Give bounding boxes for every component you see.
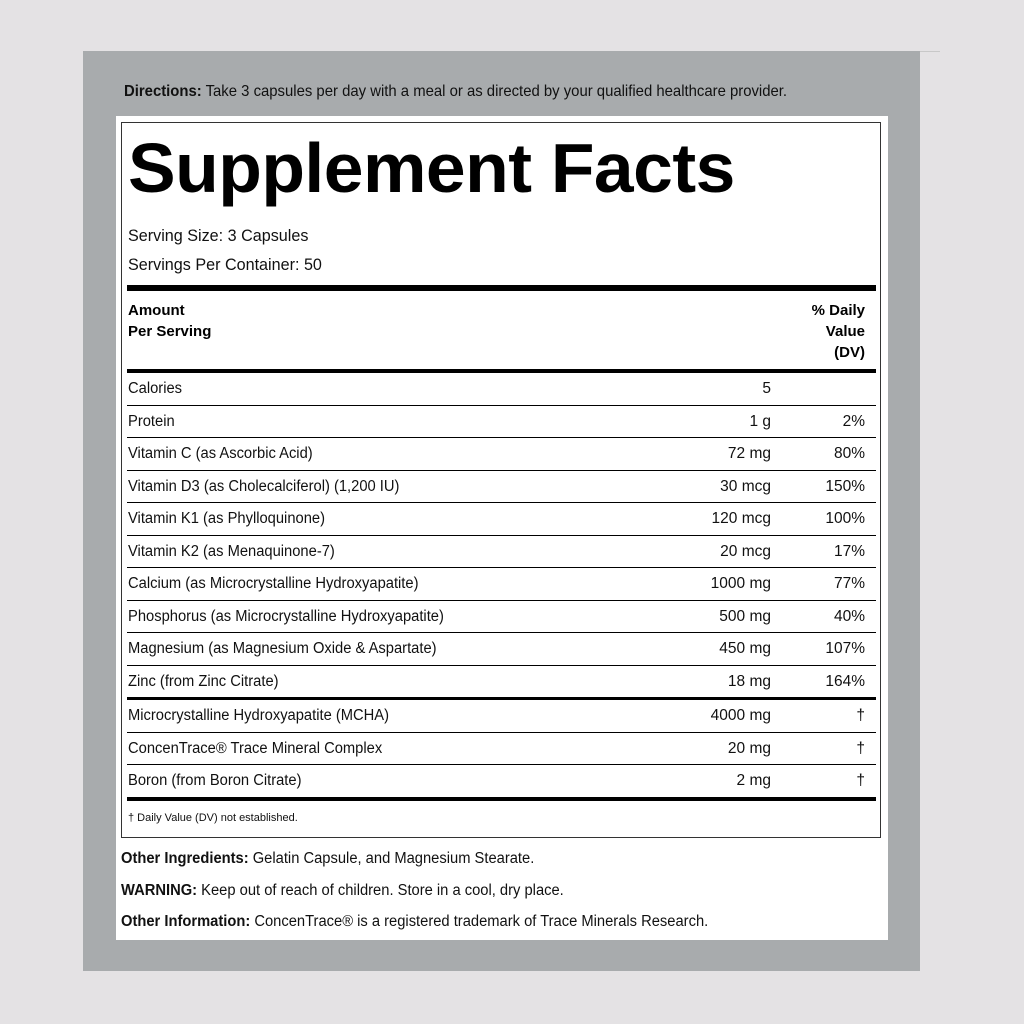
nutrient-name: Protein: [128, 412, 175, 430]
nutrient-name: Vitamin K2 (as Menaquinone-7): [128, 542, 335, 560]
page-title: Supplement Facts: [128, 129, 735, 207]
dv-header-line1: % Daily: [811, 302, 865, 319]
nutrient-daily-value: 2%: [842, 412, 865, 430]
nutrient-name: Vitamin D3 (as Cholecalciferol) (1,200 IU): [128, 477, 400, 495]
other-information-text: ConcenTrace® is a registered trademark of Trace Minerals Research.: [250, 913, 709, 930]
nutrient-name: Microcrystalline Hydroxyapatite (MCHA): [128, 707, 390, 724]
directions-text: [124, 83, 787, 101]
nutrient-name: Calcium (as Microcrystalline Hydroxyapatite): [128, 575, 419, 592]
nutrient-amount: 450 mg: [719, 640, 771, 657]
corner-line: [920, 51, 940, 52]
warning-text: Keep out of reach of children. Store in a cool, dry place.: [197, 882, 564, 899]
nutrient-amount: 1 g: [749, 412, 771, 430]
directions-label: Directions:: [124, 83, 202, 100]
nutrient-name: Magnesium (as Magnesium Oxide & Aspartate): [128, 640, 437, 657]
amount-header-line1: Amount: [128, 302, 185, 319]
amount-header: [128, 300, 211, 342]
warning: [121, 882, 564, 900]
table-row: [127, 700, 876, 732]
table-row: [127, 406, 876, 438]
nutrient-amount: 30 mcg: [720, 477, 771, 495]
nutrient-amount: 4000 mg: [710, 707, 771, 724]
nutrient-name: Zinc (from Zinc Citrate): [128, 672, 279, 690]
nutrient-daily-value: 164%: [825, 672, 865, 690]
nutrient-name: Calories: [128, 380, 183, 397]
table-row: [127, 765, 876, 797]
dv-header-line2: Value: [825, 323, 865, 340]
nutrient-amount: 72 mg: [727, 445, 771, 462]
thick-rule-bottom: [127, 797, 876, 801]
footnote: † Daily Value (DV) not established.: [128, 812, 298, 824]
nutrient-daily-value: †: [856, 772, 865, 789]
nutrient-name: ConcenTrace® Trace Mineral Complex: [128, 739, 383, 757]
table-row: [127, 666, 876, 698]
nutrient-amount: 2 mg: [736, 772, 771, 789]
other-ingredients: [121, 850, 534, 868]
table-row: [127, 373, 876, 405]
directions-body: Take 3 capsules per day with a meal or as directed by your qualified healthcare provider.: [201, 83, 788, 100]
nutrient-daily-value: 77%: [833, 575, 865, 592]
serving-size: Serving Size: 3 Capsules: [128, 226, 309, 245]
dv-header-line3: (DV): [834, 344, 865, 361]
nutrient-amount: 20 mg: [727, 739, 771, 757]
table-row: [127, 568, 876, 600]
table-row: [127, 536, 876, 568]
nutrient-daily-value: 100%: [825, 510, 865, 527]
nutrient-daily-value: 80%: [833, 445, 865, 462]
nutrient-amount: 18 mg: [727, 672, 771, 690]
other-information-label: Other Information:: [121, 913, 251, 930]
other-ingredients-label: Other Ingredients:: [121, 850, 249, 867]
daily-value-header: [812, 300, 865, 363]
nutrient-daily-value: †: [856, 739, 865, 757]
nutrient-name: Vitamin K1 (as Phylloquinone): [128, 510, 325, 527]
nutrient-amount: 1000 mg: [710, 575, 771, 592]
nutrient-amount: 5: [762, 380, 771, 397]
table-row: [127, 733, 876, 765]
nutrient-amount: 120 mcg: [711, 510, 771, 527]
table-row: [127, 633, 876, 665]
warning-label: WARNING:: [121, 882, 198, 899]
table-row: [127, 471, 876, 503]
nutrient-daily-value: 40%: [833, 607, 865, 625]
nutrient-amount: 20 mcg: [720, 542, 771, 560]
nutrient-daily-value: 107%: [825, 640, 865, 657]
amount-header-line2: Per Serving: [128, 323, 212, 340]
nutrient-daily-value: 150%: [825, 477, 865, 495]
thick-rule-top: [127, 285, 876, 291]
other-ingredients-text: Gelatin Capsule, and Magnesium Stearate.: [248, 850, 535, 867]
table-row: [127, 601, 876, 633]
other-information: [121, 913, 708, 931]
nutrient-amount: 500 mg: [719, 607, 771, 625]
table-row: [127, 438, 876, 470]
nutrient-name: Phosphorus (as Microcrystalline Hydroxyapatite): [128, 607, 444, 625]
nutrient-daily-value: †: [856, 707, 865, 724]
table-row: [127, 503, 876, 535]
nutrient-daily-value: 17%: [833, 542, 865, 560]
servings-per-container: Servings Per Container: 50: [128, 255, 322, 274]
nutrient-name: Boron (from Boron Citrate): [128, 772, 302, 789]
nutrient-name: Vitamin C (as Ascorbic Acid): [128, 445, 313, 462]
